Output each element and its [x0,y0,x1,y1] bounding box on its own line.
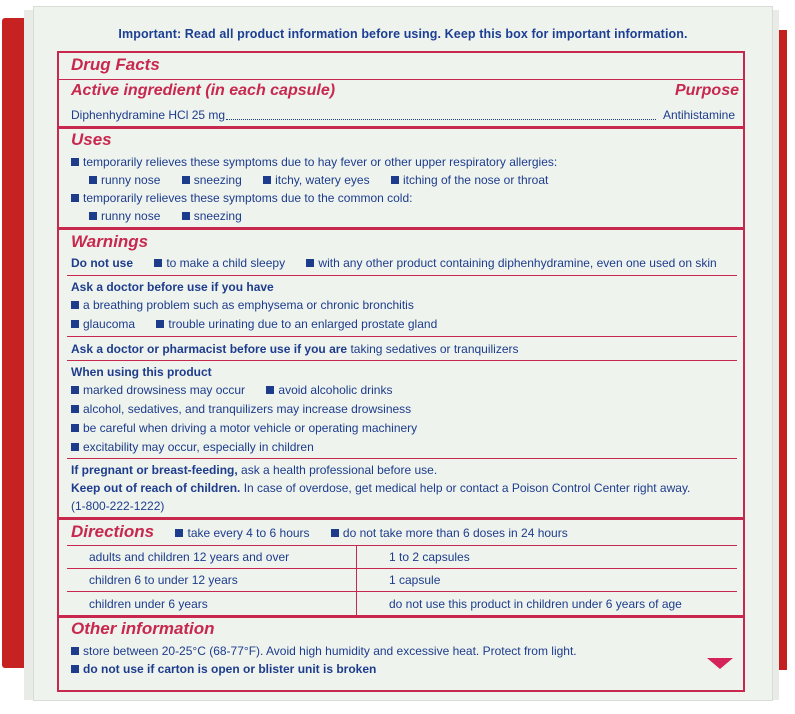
when-using-items-1: marked drowsiness may occur avoid alcoholic drinks [71,383,392,397]
dose-age-1: adults and children 12 years and over [89,550,290,564]
dot-leader [226,111,656,120]
uses-symptoms-2: runny nose sneezing [89,209,242,223]
uses-title: Uses [71,130,112,149]
bullet-icon [71,301,79,309]
divider [59,79,743,80]
ask-doctor-item-1: a breathing problem such as emphysema or chronic bronchitis [71,298,414,312]
divider [67,360,737,361]
other-info-title: Other information [71,619,215,638]
bullet-icon [71,443,79,451]
directions-title: Directions [71,522,155,541]
table-divider [67,545,737,546]
pregnant-row: If pregnant or breast-feeding, ask a health professional before use. [71,463,438,477]
bullet-icon [156,320,164,328]
when-using-item-5: excitability may occur, especially in children [71,440,314,454]
bullet-icon [331,529,339,537]
bullet-icon [391,176,399,184]
dose-age-2: children 6 to under 12 years [89,573,238,587]
bullet-icon [71,320,79,328]
ask-doctor-label: Ask a doctor before use if you have [71,280,274,294]
drug-facts-title: Drug Facts [71,55,160,74]
divider [67,458,737,459]
drug-facts-box [57,51,745,692]
bullet-icon [89,212,97,220]
bullet-icon [306,259,314,267]
bullet-icon [154,259,162,267]
divider [59,227,743,230]
uses-symptoms-1: runny nose sneezing itchy, watery eyes itching of the nose or throat [89,173,548,187]
bullet-icon [266,386,274,394]
divider [59,126,743,129]
continue-arrow-icon [707,658,733,669]
warnings-title: Warnings [71,232,149,251]
divider [59,615,743,618]
bullet-icon [71,194,79,202]
active-ingredient-header: Active ingredient (in each capsule) [71,82,336,99]
directions-row: Directions take every 4 to 6 hours do not take more than 6 doses in 24 hours [71,522,568,541]
ingredient-purpose: Antihistamine [662,108,735,122]
divider [59,517,743,520]
bullet-icon [263,176,271,184]
when-using-label: When using this product [71,365,212,379]
dose-amount-1: 1 to 2 capsules [389,550,470,564]
table-divider [67,591,737,592]
ingredient-row [71,108,735,122]
uses-line-2: temporarily relieves these symptoms due to the common cold: [71,191,412,205]
poison-control-phone: (1-800-222-1222) [71,499,165,513]
ingredient-name: Diphenhydramine HCl 25 mg [71,108,226,122]
divider [67,336,737,337]
other-info-line-2: do not use if carton is open or blister unit is broken [71,662,376,676]
purpose-header: Purpose [674,82,739,99]
bullet-icon [71,158,79,166]
dose-age-3: children under 6 years [89,597,208,611]
uses-line-1: temporarily relieves these symptoms due to hay fever or other upper respiratory allergies: [71,155,557,169]
ask-doctor-items-2: glaucoma trouble urinating due to an enlarged prostate gland [71,317,437,331]
do-not-use-row: Do not use to make a child sleepy with any other product containing diphenhydramine, even one used on skin [71,256,717,270]
bullet-icon [71,665,79,673]
when-using-item-4: be careful when driving a motor vehicle or operating machinery [71,421,417,435]
dose-amount-2: 1 capsule [389,573,441,587]
when-using-item-3: alcohol, sedatives, and tranquilizers may increase drowsiness [71,402,411,416]
bullet-icon [175,529,183,537]
bullet-icon [71,405,79,413]
bullet-icon [182,176,190,184]
ask-pharmacist-row: Ask a doctor or pharmacist before use if you are taking sedatives or tranquilizers [71,342,519,356]
important-note: Important: Read all product information before using. Keep this box for important information. [118,27,688,41]
bullet-icon [71,424,79,432]
carton-panel [33,6,773,701]
bullet-icon [182,212,190,220]
table-column-divider [356,545,357,615]
dose-amount-3: do not use this product in children under 6 years of age [389,597,682,611]
bullet-icon [89,176,97,184]
bullet-icon [71,386,79,394]
other-info-line-1: store between 20-25°C (68-77°F). Avoid high humidity and excessive heat. Protect from light. [71,644,577,658]
divider [67,275,737,276]
bullet-icon [71,647,79,655]
keep-out-row: Keep out of reach of children. In case of overdose, get medical help or contact a Poison Control Center right away. [71,481,691,495]
table-divider [67,568,737,569]
